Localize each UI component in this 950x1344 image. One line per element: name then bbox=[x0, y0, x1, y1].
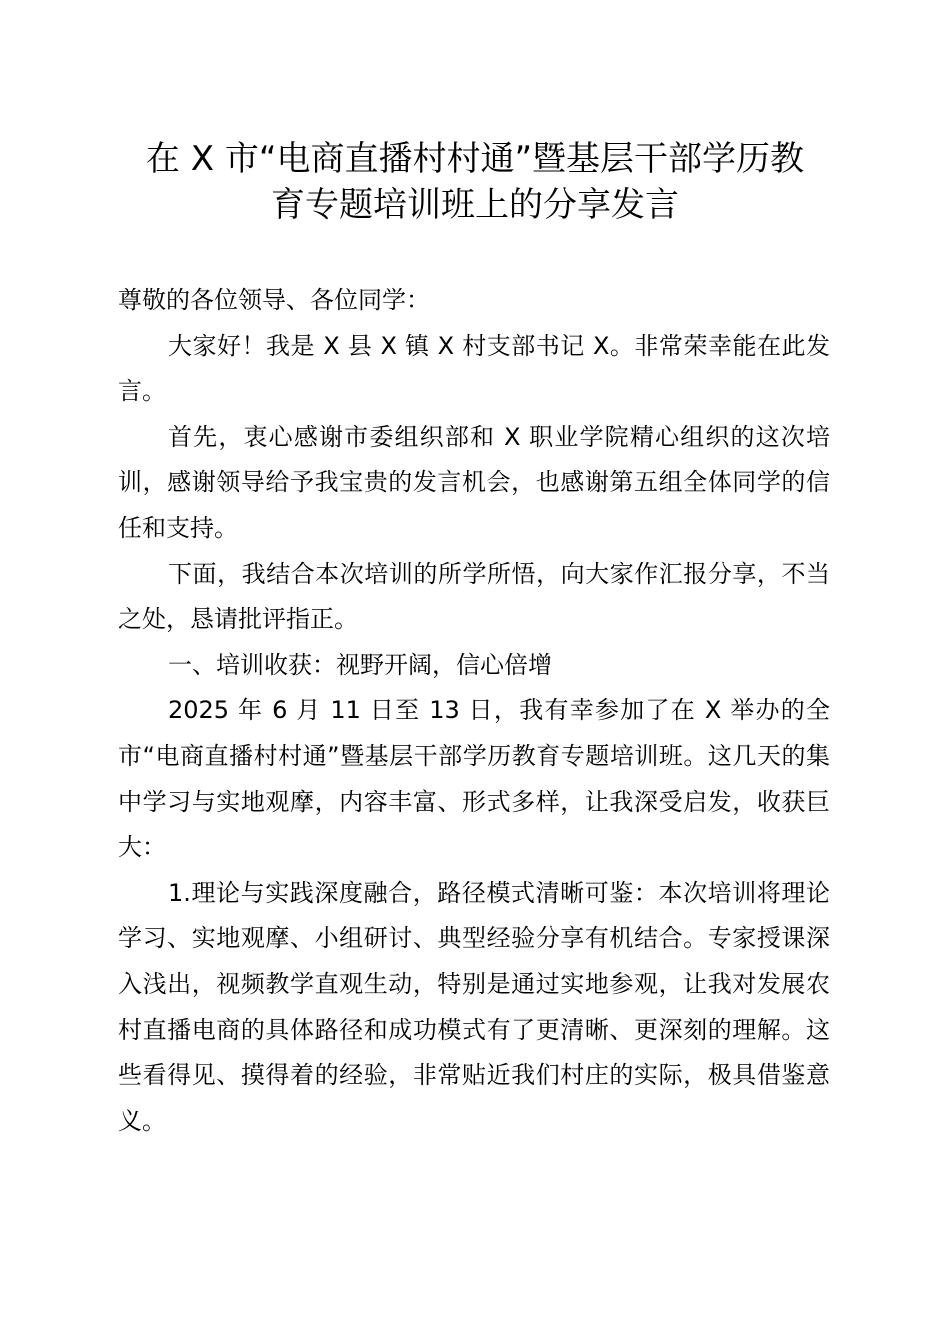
document-body bbox=[118, 278, 830, 1144]
paragraph-training-info: 2025 年 6 月 11 日至 13 日，我有幸参加了在 X 举办的全市“电商直播村村通”暨基层干部学历教育专题培训班。这几天的集中学习与实地观摩，内容丰富、形式多样，让我深受启发，收获巨大： bbox=[118, 696, 830, 862]
document-title bbox=[100, 136, 850, 228]
title-line-1: 在 X 市“电商直播村村通”暨基层干部学历教 bbox=[145, 139, 805, 179]
paragraph-point-1: 1.理论与实践深度融合，路径模式清晰可鉴：本次培训将理论学习、实地观摩、小组研讨、典型经验分享有机结合。专家授课深入浅出，视频教学直观生动，特别是通过实地参观，让我对发展农村直播电商的具体路径和成功模式有了更清晰、更深刻的理解。这些看得见、摸得着的经验，非常贴近我们村庄的实际，极具借鉴意义。 bbox=[118, 878, 830, 1135]
title-line-2: 育专题培训班上的分享发言 bbox=[271, 185, 679, 225]
section-heading-1: 一、培训收获：视野开阔，信心倍增 bbox=[168, 650, 552, 679]
paragraph-greeting: 大家好！我是 X 县 X 镇 X 村支部书记 X。非常荣幸能在此发言。 bbox=[118, 331, 830, 406]
paragraph-intro: 下面，我结合本次培训的所学所悟，向大家作汇报分享，不当之处，恳请批评指正。 bbox=[118, 559, 830, 634]
salutation: 尊敬的各位领导、各位同学： bbox=[118, 286, 430, 314]
paragraph-thanks: 首先，衷心感谢市委组织部和 X 职业学院精心组织的这次培训，感谢领导给予我宝贵的发言机会，也感谢第五组全体同学的信任和支持。 bbox=[118, 422, 830, 542]
